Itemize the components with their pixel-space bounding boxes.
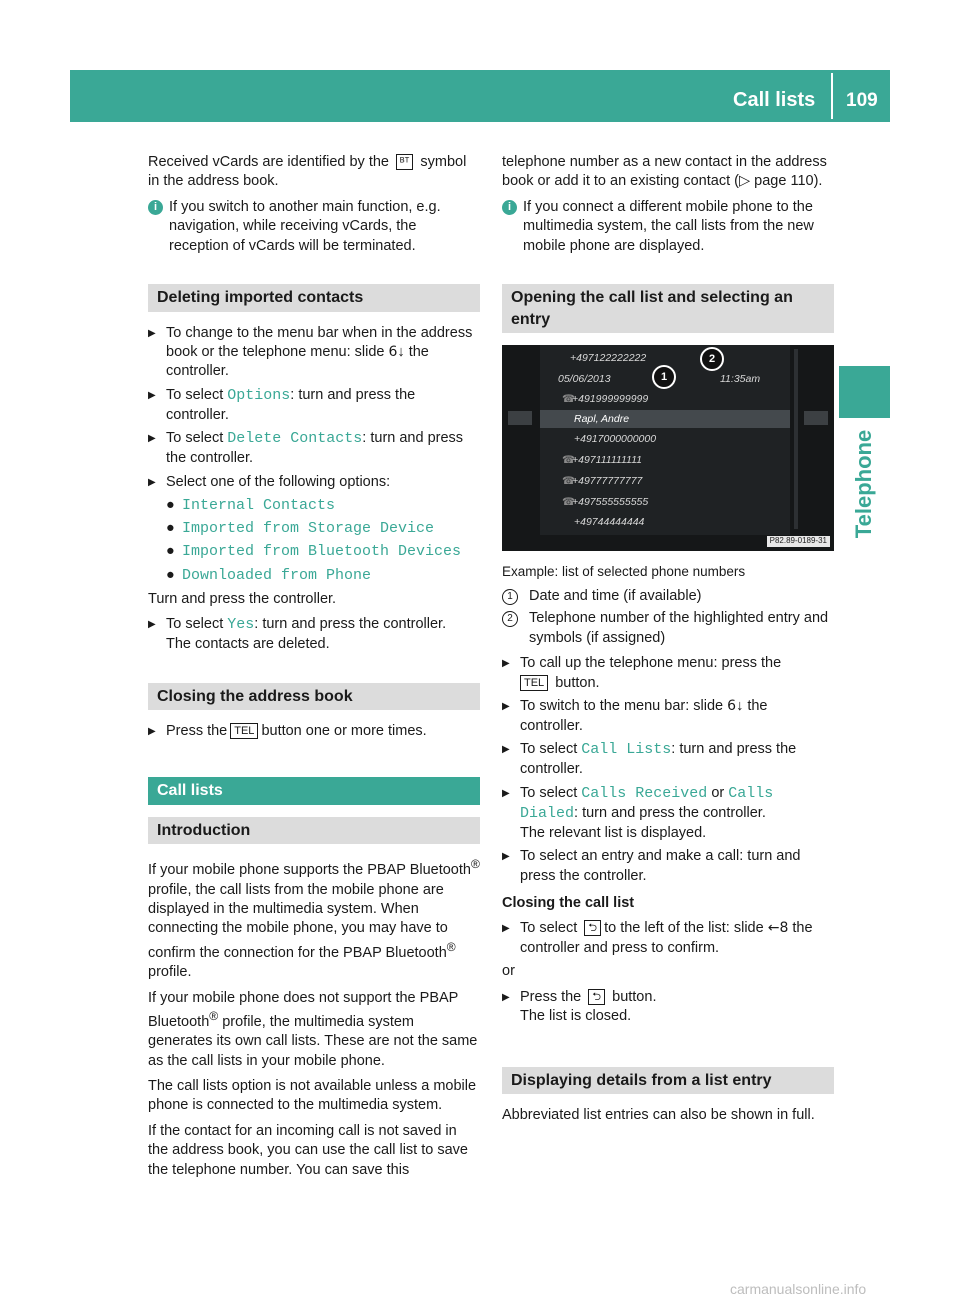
section-heading-introduction: Introduction: [148, 817, 480, 844]
callout-1: 1: [652, 365, 676, 389]
section-heading-deleting: Deleting imported contacts: [148, 284, 480, 311]
screen-row: ☎+497111111111: [562, 453, 642, 466]
step: ▶ To select Call Lists: turn and press the controller.: [502, 740, 834, 780]
continued-paragraph: telephone number as a new contact in the address book or add it to an existing contact (▷ page 110).: [502, 154, 827, 190]
controller-slide-icon: 6: [727, 698, 737, 715]
page-number: 109: [846, 90, 878, 111]
arrow-icon: ▶: [148, 433, 156, 445]
step: ▶ To select ⮌ to the left of the list: slide ←8 the controller and press to confirm.: [502, 919, 834, 958]
screen-right-tab: [804, 411, 828, 425]
screen-scrollbar: [794, 349, 798, 529]
list-item: ● Imported from Storage Device: [166, 520, 435, 538]
screen-top-number: +497122222222: [570, 351, 647, 364]
subheading-closing-call-list: Closing the call list: [502, 894, 635, 911]
screen-row: ☎+491999999999: [562, 392, 649, 405]
header-divider: [831, 73, 833, 119]
list-item: ● Imported from Bluetooth Devices: [166, 543, 462, 561]
arrow-icon: ▶: [502, 658, 510, 670]
screen-date: 05/06/2013: [558, 372, 611, 385]
figure-caption: Example: list of selected phone numbers: [502, 563, 746, 579]
arrow-icon: ▶: [502, 851, 510, 863]
side-tab: [839, 366, 890, 418]
side-tab-label: Telephone: [851, 429, 876, 539]
arrow-icon: ▶: [502, 701, 510, 713]
legend-item: 2 Telephone number of the highlighted entry and symbols (if assigned): [502, 609, 834, 648]
section-heading-call-lists: Call lists: [148, 777, 480, 804]
options-list: [166, 496, 480, 585]
step: ▶ To select an entry and make a call: turn and press the controller.: [502, 847, 834, 886]
step: ▶ To switch to the menu bar: slide 6↓ the controller.: [502, 697, 834, 736]
arrow-icon: ▶: [148, 389, 156, 401]
info-icon: i: [148, 200, 163, 215]
back-icon: ⮌: [588, 989, 605, 1005]
vcard-paragraph: Received vCards are identified by the ᴮᵀ symbol in the address book.: [148, 154, 467, 190]
section-heading-closing: Closing the address book: [148, 683, 480, 710]
screen-row: +4917000000000: [574, 432, 657, 445]
screen-row: Rapl, Andre: [574, 412, 630, 425]
legend-item: 1 Date and time (if available): [502, 587, 834, 606]
step: ▶ To select Delete Contacts: turn and press the controller.: [148, 429, 480, 469]
screen-row: ☎+497555555555: [562, 495, 649, 508]
info-note: i If you switch to another main function, e.g. navigation, while receiving vCards, the reception of vCards will be terminated.: [148, 198, 480, 256]
arrow-icon: ▶: [502, 923, 510, 935]
screen-left-tab: [508, 411, 532, 425]
arrow-icon: ▶: [502, 991, 510, 1003]
screen-row: ☎+49777777777: [562, 474, 643, 487]
step: ▶ Press the ⮌ button. The list is closed.: [502, 988, 834, 1027]
section-heading-details: Displaying details from a list entry: [502, 1067, 834, 1094]
step: ▶ Press the TEL button one or more times.: [148, 722, 480, 741]
step: ▶ To select Options: turn and press the controller.: [148, 386, 480, 426]
intro-paragraph: The call lists option is not available unless a mobile phone is connected to the multimedia system.: [148, 1078, 477, 1114]
menu-code: Delete Contacts: [227, 430, 363, 448]
list-item: ● Downloaded from Phone: [166, 566, 372, 584]
arrow-icon: ▶: [148, 476, 156, 488]
info-note: i If you connect a different mobile phone to the multimedia system, the call lists from the new mobile phone are displayed.: [502, 198, 834, 256]
back-icon: ⮌: [584, 920, 601, 936]
intro-paragraph: If your mobile phone supports the PBAP Bluetooth® profile, the call lists from the mobile phone are displayed in the multimedia system. When connecting the mobile phone, you may have to confirm the connection for the PBAP Bluetooth® profile.: [148, 857, 480, 981]
arrow-icon: ▶: [502, 744, 510, 756]
menu-code: Yes: [227, 616, 255, 634]
arrow-icon: ▶: [148, 726, 156, 738]
screen-time: 11:35am: [720, 372, 761, 385]
arrow-icon: ▶: [148, 619, 156, 631]
turn-press-text: Turn and press the controller.: [148, 590, 337, 607]
step: ▶ To select Calls Received or Calls Dialed: turn and press the controller. The relevant list is displayed.: [502, 784, 834, 844]
tel-key-icon: TEL: [230, 723, 258, 739]
watermark: carmanualsonline.info: [730, 1281, 867, 1297]
info-icon: i: [502, 200, 517, 215]
controller-slide-icon: 6: [388, 343, 398, 360]
menu-code: Options: [227, 386, 291, 404]
step: ▶ To call up the telephone menu: press the TEL button.: [502, 654, 834, 693]
screen-row: +49744444444: [574, 515, 645, 528]
menu-code: Calls Received: [581, 784, 708, 802]
image-reference: P82.89-0189-31: [767, 536, 830, 547]
tel-key-icon: TEL: [520, 675, 548, 691]
intro-paragraph: If your mobile phone does not support the PBAP Bluetooth® profile, the multimedia system generates its own call lists. These are not the same as the call lists in your mobile phone.: [148, 989, 478, 1069]
left-column: [148, 153, 480, 1186]
call-list-screenshot: [502, 345, 834, 551]
bluetooth-icon: ᴮᵀ: [396, 154, 413, 170]
section-heading-opening: Opening the call list and selecting an entry: [502, 284, 834, 333]
details-paragraph: Abbreviated list entries can also be shown in full.: [502, 1106, 815, 1123]
callout-2: 2: [700, 347, 724, 371]
menu-code: Calls Dialed: [520, 784, 774, 822]
arrow-icon: ▶: [148, 327, 156, 339]
list-item: ● Internal Contacts: [166, 497, 336, 515]
step: ▶ Select one of the following options:: [148, 473, 480, 492]
step: ▶ To select Yes: turn and press the controller. The contacts are deleted.: [148, 615, 480, 655]
controller-slide-left-icon: ←: [767, 920, 780, 937]
intro-paragraph: If the contact for an incoming call is not saved in the address book, you can use the call list to save the telephone number. You can save this: [148, 1122, 468, 1178]
menu-code: Call Lists: [581, 741, 672, 759]
arrow-icon: ▶: [502, 787, 510, 799]
or-text: or: [502, 963, 515, 980]
page-title: Call lists: [733, 89, 816, 111]
step: ▶ To change to the menu bar when in the address book or the telephone menu: slide 6↓ the controller.: [148, 324, 480, 382]
right-column: [502, 153, 834, 1131]
